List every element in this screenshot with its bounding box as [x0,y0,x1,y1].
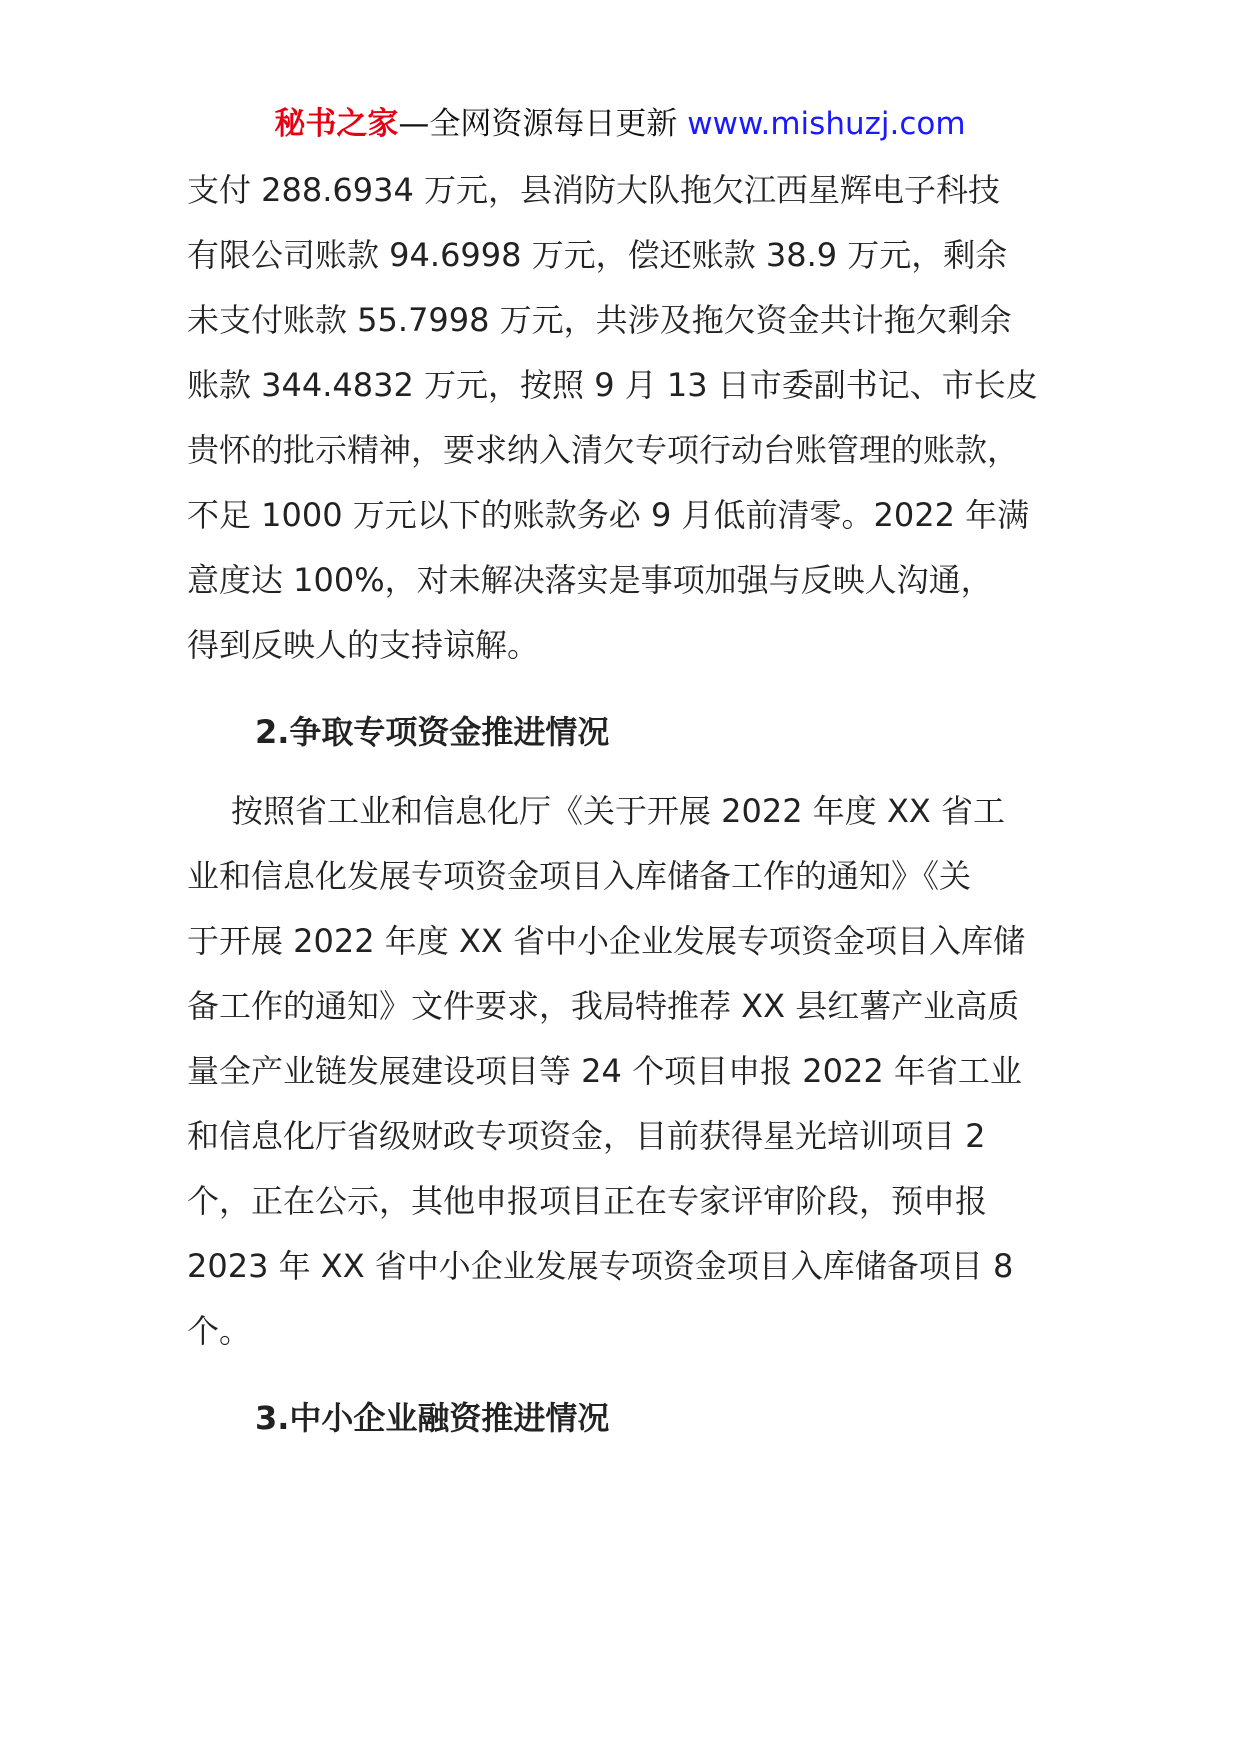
text-line: 按照省工业和信息化厅《关于开展 2022 年度 XX 省工 [231,792,1005,830]
text-line: 得到反映人的支持谅解。 [187,626,540,664]
section-heading-sme-financing: 3.中小企业融资推进情况 [255,1399,610,1437]
site-url-link[interactable]: www.mishuzj.com [687,106,966,142]
brand-name: 秘书之家 [274,106,399,142]
paragraph-special-funds [187,779,1067,1364]
document-body [187,158,1067,1451]
text-line: 未支付账款 55.7998 万元，共涉及拖欠资金共计拖欠剩余 [187,301,1012,339]
text-line: 个。 [187,1312,252,1350]
text-line: 2023 年 XX 省中小企业发展专项资金项目入库储备项目 8 [187,1247,1014,1285]
header-slogan: —全网资源每日更新 [398,106,688,142]
text-line: 个，正在公示，其他申报项目正在专家评审阶段，预申报 [187,1182,988,1220]
site-header [0,102,1240,146]
text-line: 和信息化厅省级财政专项资金，目前获得星光培训项目 2 [187,1117,986,1155]
text-line: 业和信息化发展专项资金项目入库储备工作的通知》《关 [187,857,972,895]
text-line: 量全产业链发展建设项目等 24 个项目申报 2022 年省工业 [187,1052,1022,1090]
text-line: 支付 288.6934 万元，县消防大队拖欠江西星辉电子科技 [187,171,1001,209]
text-line: 贵怀的批示精神，要求纳入清欠专项行动台账管理的账款， [187,431,1020,469]
text-line: 不足 1000 万元以下的账款务必 9 月低前清零。2022 年满 [187,496,1030,534]
text-line: 于开展 2022 年度 XX 省中小企业发展专项资金项目入库储 [187,922,1025,960]
text-line: 有限公司账款 94.6998 万元，偿还账款 38.9 万元，剩余 [187,236,1008,274]
paragraph-debt-clearing [187,158,1067,678]
text-line: 备工作的通知》文件要求，我局特推荐 XX 县红薯产业高质 [187,987,1020,1025]
text-line: 账款 344.4832 万元，按照 9 月 13 日市委副书记、市长皮 [187,366,1038,404]
text-line: 意度达 100%，对未解决落实是事项加强与反映人沟通， [187,561,993,599]
section-heading-special-funds: 2.争取专项资金推进情况 [255,713,610,751]
